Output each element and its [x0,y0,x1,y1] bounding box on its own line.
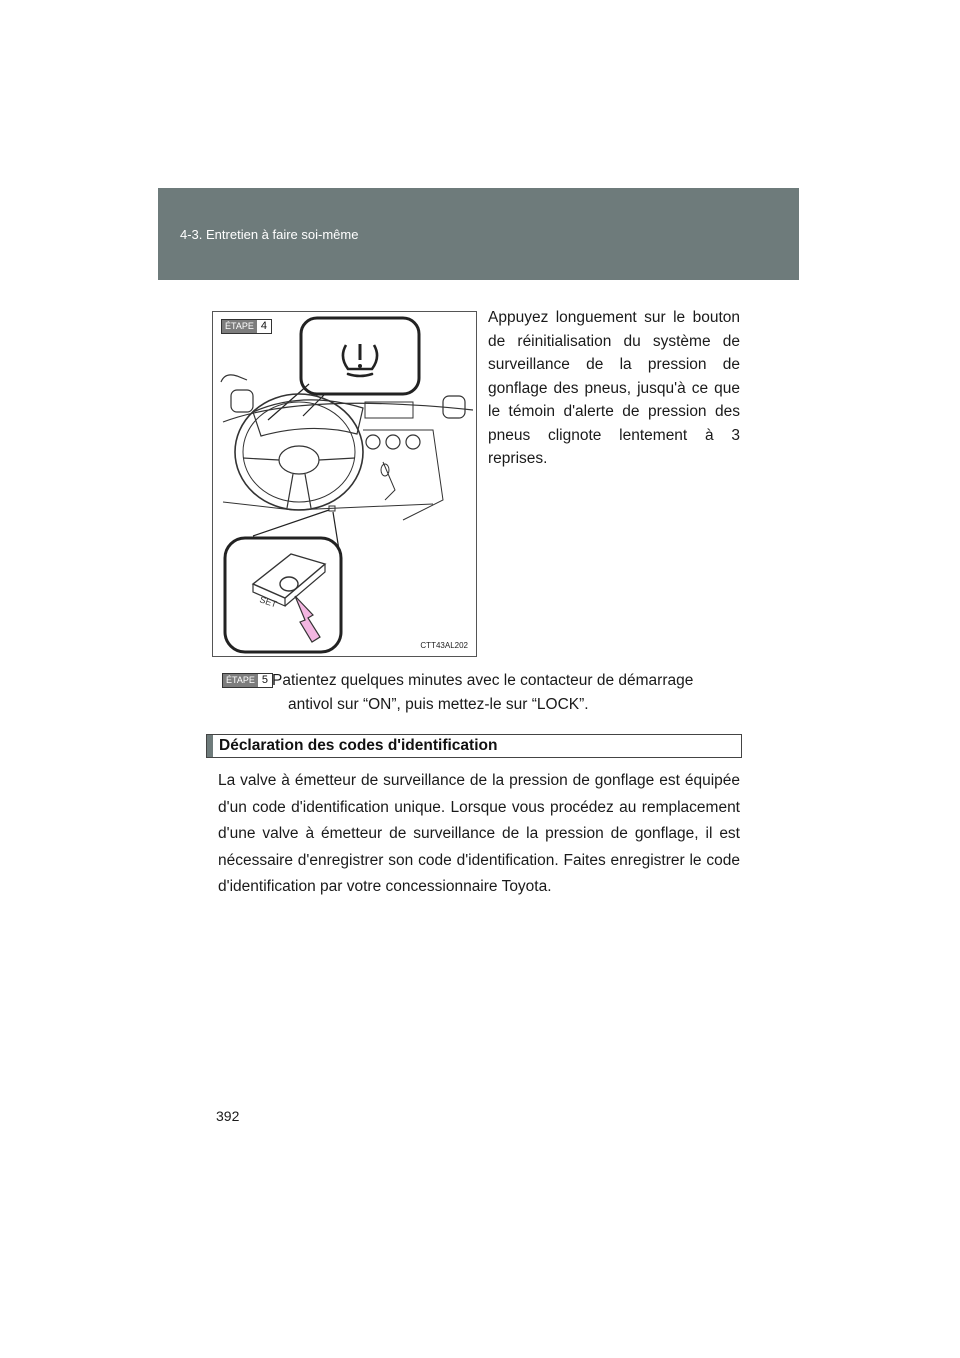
step5-badge [222,673,273,688]
reset-button [280,577,298,591]
header-band [158,188,799,280]
page-number: 392 [216,1108,240,1124]
step5-instruction [272,669,740,716]
exclamation-dot [358,364,362,368]
figure-code: CTT43AL202 [420,641,468,650]
section-reference: 4-3. Entretien à faire soi-même [180,227,359,242]
step5-line2: antivol sur “ON”, puis mettez-le sur “LOCK”. [288,695,589,713]
heading-accent-bar [207,735,213,757]
step-badge-label: ÉTAPE [223,674,258,687]
steering-hub [279,446,319,474]
step4-instruction: Appuyez longuement sur le bouton de réinitialisation du système de surveillance de la pression de gonflage des pneus, jusqu'à ce que le témoin d'alerte de pression des pneus clignote lentement à 3 reprises. [488,309,740,467]
dashboard-drawing [213,312,477,657]
step-badge-number: 5 [258,674,272,687]
steering-wheel [235,394,363,510]
climate-knob [406,435,420,449]
step5-line1: Patientez quelques minutes avec le contacteur de démarrage [272,672,694,689]
left-vent [231,390,253,412]
step-badge-label: ÉTAPE [222,320,257,333]
dashboard-illustration [212,311,477,657]
climate-knob [386,435,400,449]
set-label: SET [258,594,279,610]
section-title: Déclaration des codes d'identification [219,737,498,754]
step-badge-number: 4 [257,320,271,333]
section-heading [206,734,742,758]
section-body: La valve à émetteur de surveillance de la pression de gonflage est équipée d'un code d'identification unique. Lorsque vous procédez au remplacement d'une valve à émetteur de surveillance de la pression de gonflage, il est nécessaire d'enregistrer son code d'identification. Faites enregistrer le code d'identification par votre concessionnaire Toyota. [218,772,740,895]
climate-knob [366,435,380,449]
